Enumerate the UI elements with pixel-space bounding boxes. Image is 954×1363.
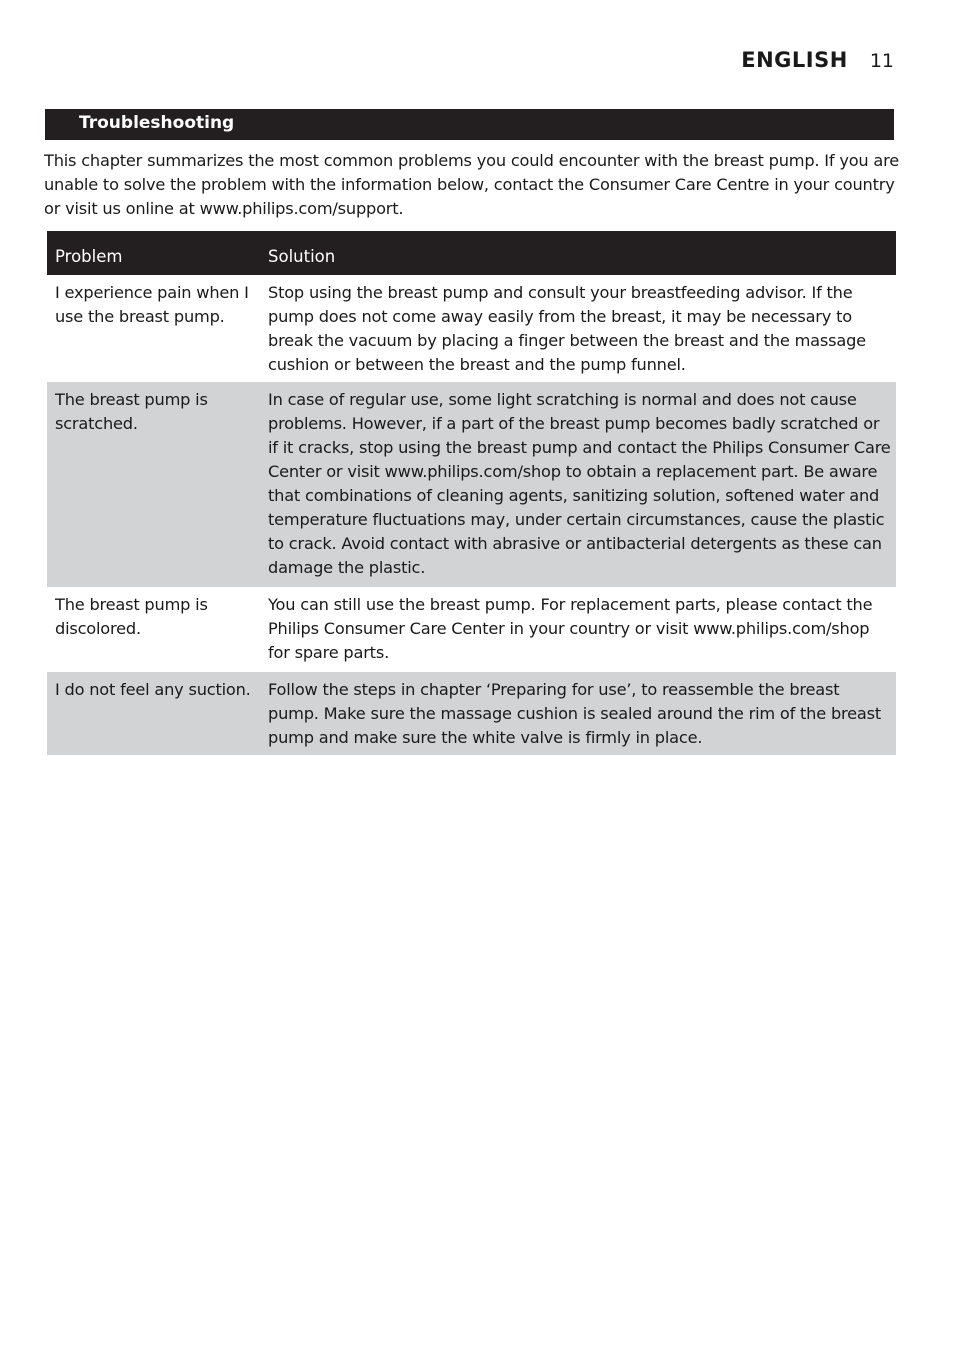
table-header-row — [47, 231, 896, 275]
problem-cell: The breast pump is discolored. — [55, 595, 208, 638]
solution-cell: You can still use the breast pump. For replacement parts, please contact the Philips Consumer Care Center in your country or visit www.philips.com/shop for spare parts. — [268, 595, 873, 662]
problem-cell: The breast pump is scratched. — [55, 390, 208, 433]
intro-paragraph: This chapter summarizes the most common problems you could encounter with the breast pump. If you are unable to solve the problem with the information below, contact the Consumer Care Centre in your country or visit us online at www.philips.com/support. — [44, 151, 899, 218]
solution-cell: Stop using the breast pump and consult your breastfeeding advisor. If the pump does not come away easily from the breast, it may be necessary to break the vacuum by placing a finger between the breast and the massage cushion or between the breast and the pump funnel. — [268, 283, 866, 374]
table-row — [47, 382, 896, 587]
header-solution: Solution — [268, 246, 336, 266]
problem-cell: I experience pain when I use the breast pump. — [55, 283, 249, 326]
page-header — [741, 48, 894, 72]
section-title: Troubleshooting — [79, 113, 235, 133]
troubleshooting-table — [47, 231, 896, 755]
solution-cell: In case of regular use, some light scratching is normal and does not cause problems. However, if a part of the breast pump becomes badly scratched or if it cracks, stop using the breast pump and contact the Philips Consumer Care Center or visit www.philips.com/shop to obtain a replacement part. Be aware that combinations of cleaning agents, sanitizing solution, softened water and temperature fluctuations may, under certain circumstances, cause the plastic to crack. Avoid contact with abrasive or antibacterial detergents as these can damage the plastic. — [268, 390, 891, 577]
problem-cell: I do not feel any suction. — [55, 680, 251, 699]
table-row — [47, 281, 896, 382]
solution-cell: Follow the steps in chapter ‘Preparing for use’, to reassemble the breast pump. Make sure the massage cushion is sealed around the rim of the breast pump and make sure the white valve is firmly in place. — [268, 680, 881, 747]
page-number: 11 — [869, 50, 894, 72]
header-problem: Problem — [55, 246, 123, 266]
table-row — [47, 672, 896, 755]
language-label: ENGLISH — [741, 48, 848, 72]
section-heading-bar — [45, 109, 894, 140]
table-row — [47, 587, 896, 672]
